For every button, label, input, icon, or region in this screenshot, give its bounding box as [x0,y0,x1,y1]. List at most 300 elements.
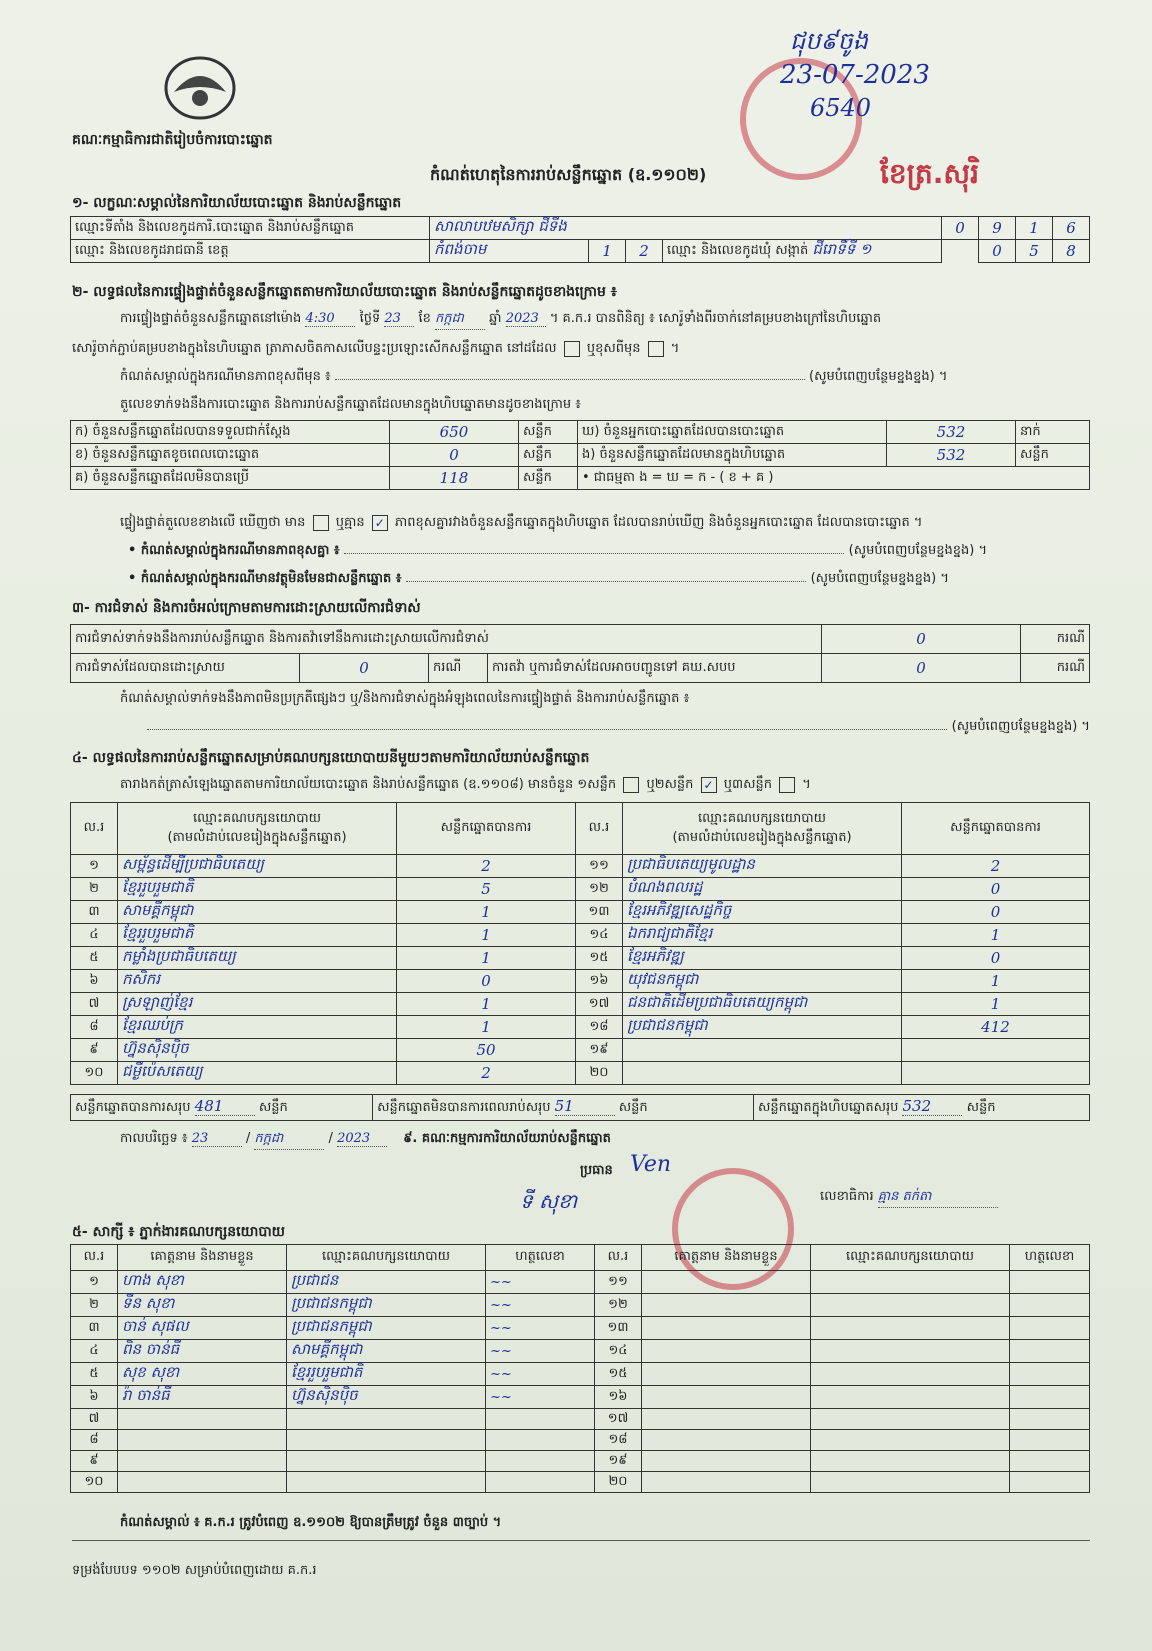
party-name: ស្រឡាញ់ខ្មែរ [118,993,397,1016]
party-votes: 1 [397,924,576,947]
witness-party [811,1430,1010,1451]
counts-left-value: 0 [390,444,519,467]
party-number: ៣ [71,901,118,924]
witness-col-party: ឈ្មោះគណបក្សនយោបាយ [811,1245,1010,1271]
witness-name: សុខ សុខា [118,1363,287,1386]
emblem-logo [160,52,240,124]
section2-para4: តួលេខទាក់ទងនឹងការបោះឆ្នោត និងការរាប់សន្លឹកឆ្នោតដែលមានក្នុងហិបឆ្នោតមានដូចខាងក្រោម ៖ [120,397,581,412]
same-checkbox[interactable] [564,341,580,357]
note1-hint: (សូមបំពេញបន្ថែមខ្នងខ្នង) ។ [848,543,988,558]
witness-number: ៣ [71,1317,118,1340]
counts-right-label: ឃ) ចំនួនអ្នកបោះឆ្នោតដែលបានបោះឆ្នោត [578,421,887,444]
counts-right-value: 532 [887,421,1016,444]
witness-signature[interactable] [1010,1317,1090,1340]
counts-right-value: 532 [887,444,1016,467]
commune-cell [663,240,942,263]
witness-signature[interactable] [1010,1386,1090,1409]
result-row [71,947,1090,970]
party-number: ១៧ [576,993,623,1016]
witness-signature[interactable] [1010,1430,1090,1451]
chair-label: ប្រធាន [580,1163,613,1178]
witness-number: ២ [71,1294,118,1317]
counts-left-unit: សន្លឹក [519,467,578,490]
witness-signature[interactable]: ~~ [486,1386,595,1409]
date-line: កាលបរិច្ឆេទ ៖ 23 / កក្កដា / 2023 ៩. គណៈកម្មការការិយាល័យរាប់សន្លឹកឆ្នោត [120,1130,611,1150]
col-party-sub: (តាមលំដាប់លេខរៀងក្នុងសន្លឹកឆ្នោត) [672,829,852,845]
commune-digit: 8 [1053,240,1090,263]
party-name: ជម្ងឺប៉េសតេយ្យ [118,1062,397,1085]
witness-number: ៦ [71,1386,118,1409]
result-row [71,878,1090,901]
witness-name [642,1472,811,1493]
handwritten-code: ជុប៩ចូង [790,27,868,55]
subtitle-text: តារាងកត់ត្រាសំឡេងឆ្នោតតាមការិយាល័យបោះឆ្នោត និងរាប់សន្លឹកឆ្នោត (ឧ.១១០៨) មានចំនួន ១សន្លឹក [120,777,617,792]
section3-note-line [72,718,1090,737]
party-votes: 0 [397,970,576,993]
appeal-value: 0 [822,654,1021,683]
witness-signature[interactable] [1010,1451,1090,1472]
witness-number: ១៤ [595,1340,642,1363]
party-name: ខ្មែររួបរួមជាតិ [118,924,397,947]
witness-party [287,1430,486,1451]
witness-signature[interactable] [1010,1340,1090,1363]
witness-party: សាមគ្គីកម្ពុជា [287,1340,486,1363]
note-difference [128,542,1088,561]
witness-party: ប្រជាជនកម្ពុជា [287,1294,486,1317]
party-name: ខ្មែររួបរួមជាតិ [118,878,397,901]
party-number: ៦ [71,970,118,993]
witness-col-party: ឈ្មោះគណបក្សនយោបាយ [287,1245,486,1271]
witness-party [811,1294,1010,1317]
witness-number: ២០ [595,1472,642,1493]
witness-number: ១១ [595,1271,642,1294]
witness-row [71,1472,1090,1493]
totals-table [70,1094,1090,1121]
para2-text: សោរ៉ូចាក់ភ្ជាប់គម្របខាងក្នុងនៃហិបឆ្នោត ត្រាភាសចិតកាសលើបន្ទះប្រឡោះសើកសន្លឹកឆ្នោត នៅដដែល [72,341,557,356]
para1-day-label: ថ្ងៃទី [359,311,381,326]
witness-col-sign: ហត្ថលេខា [486,1245,595,1271]
result-row [71,855,1090,878]
location-value: សាលាបឋមសិក្សា ជីទីង [430,217,942,240]
witness-number: ១៧ [595,1409,642,1430]
witness-row [71,1363,1090,1386]
chair-name: ទី សុខា [520,1189,578,1213]
party-number: ១ [71,855,118,878]
form-footer: ទម្រង់បែបបទ ១១០២ សម្រាប់បំពេញដោយ គ.ក.រ [72,1563,317,1578]
compare-text: ផ្ទៀងផ្ទាត់តួលេខខាងលើ ឃើញថា មាន [120,515,306,530]
section3-title: ៣- ការជំទាស់ និងការចំអល់ក្រោមតាមការដោះស្រាយលើការជំទាស់ [72,600,421,616]
witness-party [811,1409,1010,1430]
party-number: ៤ [71,924,118,947]
witness-number: ១០ [71,1472,118,1493]
witness-row [71,1386,1090,1409]
party-name: ប្រជាជនកម្ពុជា [623,1016,902,1039]
year-value: 2023 [506,311,546,327]
witness-col-name: គោត្តនាម និងនាមខ្លួន [642,1245,811,1271]
total-box-label: សន្លឹកឆ្នោតក្នុងហិបឆ្នោតសរុប [758,1100,899,1115]
party-number: ២០ [576,1062,623,1085]
secretary-name: គ្មាន តក់តា [878,1188,998,1208]
para3-text: កំណត់សម្គាល់ក្នុងករណីមានភាពខុសពីមុន ៖ [120,369,331,384]
party-name: សម្ព័ន្ធដើម្បីប្រជាធិបតេយ្យ [118,855,397,878]
total-box-cell [754,1095,1090,1121]
note1-text: • កំណត់សម្គាល់ក្នុងករណីមានភាពខុសគ្នា ៖ [128,543,340,558]
witness-number: ១៣ [595,1317,642,1340]
col-no-header: ល.រ [71,803,118,855]
witness-party: ប្រជាជន [287,1271,486,1294]
location-digit: 1 [1016,217,1053,240]
footnote: កំណត់សម្គាល់ ៖ គ.ក.រ ត្រូវបំពេញ ឧ.១១០២ ឱ្យបានត្រឹមត្រូវ ចំនួន ៣ច្បាប់ ។ [120,1515,502,1530]
counts-row [71,421,1090,444]
month-value: កក្កដា [435,310,485,330]
chair-signature: Ven [630,1152,672,1177]
section2-para2: សោរ៉ូចាក់ភ្ជាប់គម្របខាងក្នុងនៃហិបឆ្នោត ត្រាភាសចិតកាសលើបន្ទះប្រឡោះសើកសន្លឹកឆ្នោត នៅដដែល ឬខុសពីមុន ។ [72,341,680,356]
two-sheet-checkbox[interactable]: ✓ [701,777,717,793]
secretary-line [820,1188,998,1208]
witness-name [642,1386,811,1409]
witness-name: រ៉ា ចាន់ធី [118,1386,287,1409]
date-day: 23 [192,1131,242,1147]
party-votes: 1 [397,947,576,970]
col-party-header [118,803,397,855]
party-name: ខ្មែរអភិវឌ្ឍសេដ្ឋកិច្ច [623,901,902,924]
appeal-label: ការតវ៉ា ឬការជំទាស់ដែលអាចបញ្ជូនទៅ គឃ.សបប [488,654,822,683]
party-number: ១០ [71,1062,118,1085]
witness-signature[interactable]: ~~ [486,1317,595,1340]
witness-row [71,1451,1090,1472]
total-invalid-label: សន្លឹកឆ្នោតមិនបានការពេលរាប់សរុប [377,1100,551,1115]
date-label: កាលបរិច្ឆេទ ៖ [120,1131,188,1146]
counts-row [71,467,1090,490]
party-name: យុវជនកម្ពុជា [623,970,902,993]
witness-party [811,1363,1010,1386]
witness-signature[interactable] [486,1409,595,1430]
witness-name [642,1451,811,1472]
witness-party [811,1340,1010,1363]
witness-name [118,1451,287,1472]
counts-left-label: ក) ចំនួនសន្លឹកឆ្នោតដែលបានទទួលជាក់ស្តែង [71,421,390,444]
committee-name: គណៈកម្មាធិការជាតិរៀបចំការបោះឆ្នោត [72,132,273,148]
result-row [71,1062,1090,1085]
witness-party [811,1386,1010,1409]
objection-label: ការជំទាស់ទាក់ទងនឹងការរាប់សន្លឹកឆ្នោត និងការតវ៉ាទៅនឹងការដោះស្រាយលើការជំទាស់ [71,625,822,654]
result-row [71,1039,1090,1062]
witness-party: ប្រជាជនកម្ពុជា [287,1317,486,1340]
handwritten-date: 23-07-2023 [780,60,930,90]
para3-hint: (សូមបំពេញបន្ថែមខ្នងខ្នង) ។ [809,369,948,384]
location-digit: 0 [942,217,979,240]
witness-signature[interactable] [1010,1294,1090,1317]
result-row [71,970,1090,993]
party-votes [902,1039,1090,1062]
party-number: ១៩ [576,1039,623,1062]
witness-signature[interactable] [486,1451,595,1472]
witness-number: ៤ [71,1340,118,1363]
party-votes: 0 [902,947,1090,970]
party-number: ៩ [71,1039,118,1062]
location-digit: 9 [979,217,1016,240]
compare-line [120,514,1090,533]
location-digit: 6 [1053,217,1090,240]
counts-right-unit: នាក់ [1016,421,1090,444]
witness-row [71,1340,1090,1363]
party-name: ឯករាជ្យជាតិខ្មែរ [623,924,902,947]
party-votes: 1 [397,993,576,1016]
witness-signature[interactable]: ~~ [486,1271,595,1294]
witness-col-no: ល.រ [71,1245,118,1271]
total-invalid-value: 51 [555,1097,615,1116]
party-name: បំណងពលរដ្ឋ [623,878,902,901]
note-foreign-object [128,570,1088,589]
counts-table [70,420,1090,490]
party-votes: 1 [902,993,1090,1016]
resolved-value: 0 [300,654,429,683]
total-box-unit: សន្លឹក [966,1100,996,1115]
witness-row [71,1430,1090,1451]
party-votes: 2 [397,1062,576,1085]
party-name: កម្លាំងប្រជាធិបតេយ្យ [118,947,397,970]
col-party-sub: (តាមលំដាប់លេខរៀងក្នុងសន្លឹកឆ្នោត) [167,829,347,845]
witness-row [71,1317,1090,1340]
location-label: ឈ្មោះទីតាំង និងលេខកូដការិ.បោះឆ្នោត និងរាប់សន្លឹកឆ្នោត [71,217,430,240]
witness-name [642,1430,811,1451]
section2-title: ២- លទ្ធផលនៃការផ្ទៀងផ្ទាត់ចំនួនសន្លឹកឆ្នោតតាមការិយាល័យបោះឆ្នោត និងរាប់សន្លឹកឆ្នោតដូចខាងក្រោម ៖ [72,284,617,300]
witness-number: ៥ [71,1363,118,1386]
counts-left-value: 650 [390,421,519,444]
party-votes: 1 [902,970,1090,993]
no-difference-checkbox[interactable]: ✓ [372,515,388,531]
col-party-title: ឈ្មោះគណបក្សនយោបាយ [698,810,826,826]
col-party-header [623,803,902,855]
party-number: ៨ [71,1016,118,1039]
date-year: 2023 [337,1131,387,1147]
para1-year-label: ឆ្នាំ [489,311,502,326]
witness-signature[interactable] [1010,1472,1090,1493]
para2-opt-label: ឬខុសពីមុន [586,341,641,356]
section3-hint: (សូមបំពេញបន្ថែមខ្នងខ្នង) ។ [951,719,1090,734]
witness-signature[interactable]: ~~ [486,1340,595,1363]
party-name [623,1062,902,1085]
counts-left-label: គ) ចំនួនសន្លឹកឆ្នោតដែលមិនបានប្រើ [71,467,390,490]
witness-party: ខ្មែររួបរួមជាតិ [287,1363,486,1386]
opt3-label: ឬ៣សន្លឹក [723,777,772,792]
counts-right-unit: សន្លឹក [1016,444,1090,467]
party-number: ១២ [576,878,623,901]
commune-digit: 5 [1016,240,1053,263]
compare-tail: ភាពខុសគ្នារវាងចំនួនសន្លឹកឆ្នោតក្នុងហិបឆ្នោត ដែលបានរាប់ឃើញ និងចំនួនអ្នកបោះឆ្នោត ដែលបានបោះឆ្នោត ។ [394,515,923,530]
appeal-unit: ករណី [1021,654,1090,683]
witness-party: ហ្វ៊ុនស៊ិនប៉ិច [287,1386,486,1409]
committee-label: ៩. គណៈកម្មការការិយាល័យរាប់សន្លឹកឆ្នោត [403,1131,611,1146]
party-name: សាមគ្គីកម្ពុជា [118,901,397,924]
footer-divider [72,1540,1090,1541]
party-votes: 5 [397,878,576,901]
witness-number: ៨ [71,1430,118,1451]
total-valid-value: 481 [195,1097,255,1116]
witness-signature[interactable] [1010,1271,1090,1294]
party-name: ប្រជាធិបតេយ្យមូលដ្ឋាន [623,855,902,878]
opt2-label: ឬ២សន្លឹក [646,777,694,792]
witness-party [287,1451,486,1472]
day-value: 23 [384,311,414,327]
witness-signature[interactable]: ~~ [486,1294,595,1317]
party-number: ១៣ [576,901,623,924]
party-votes: 0 [902,878,1090,901]
party-name: ខ្មែរអភិវឌ្ឍ [623,947,902,970]
counts-row [71,444,1090,467]
total-valid-cell [71,1095,373,1121]
witness-table [70,1244,1090,1493]
total-box-value: 532 [902,1097,962,1116]
total-invalid-unit: សន្លឹក [618,1100,648,1115]
party-number: ១៤ [576,924,623,947]
witness-col-sign: ហត្ថលេខា [1010,1245,1090,1271]
commune-value: ជីរោទិ៍ទី ១ [812,240,872,258]
party-votes: 1 [397,1016,576,1039]
witness-party [287,1409,486,1430]
formula-note: • ជាធម្មតា ង = ឃ = ក - ( ខ + គ ) [578,467,1090,490]
witness-row [71,1271,1090,1294]
province-value: កំពង់ចាម [430,240,589,263]
resolved-label: ការជំទាស់ដែលបានដោះស្រាយ [71,654,300,683]
province-stamp: ខែត្រ.សុរិ [880,157,979,190]
party-votes [902,1062,1090,1085]
party-number: ២ [71,878,118,901]
witness-number: ១៩ [595,1451,642,1472]
witness-col-name: គោត្តនាម និងនាមខ្លួន [118,1245,287,1271]
objection-value: 0 [822,625,1021,654]
party-name [623,1039,902,1062]
witness-row [71,1294,1090,1317]
party-number: ៥ [71,947,118,970]
witness-signature[interactable] [1010,1363,1090,1386]
result-row [71,924,1090,947]
witness-signature[interactable] [486,1430,595,1451]
col-votes-header: សន្លឹកឆ្នោតបានការ [902,803,1090,855]
one-sheet-checkbox[interactable] [623,777,639,793]
counts-right-label: ង) ចំនួនសន្លឹកឆ្នោតដែលមានក្នុងហិបឆ្នោត [578,444,887,467]
witness-signature[interactable] [486,1472,595,1493]
col-votes-header: សន្លឹកឆ្នោតបានការ [397,803,576,855]
section5-title: ៥- សាក្សី ៖ ភ្នាក់ងារគណបក្សនយោបាយ [72,1224,286,1240]
party-votes: 50 [397,1039,576,1062]
counts-left-unit: សន្លឹក [519,421,578,444]
party-votes: 1 [397,901,576,924]
party-number: ១៥ [576,947,623,970]
has-difference-checkbox[interactable] [313,515,329,531]
section4-title: ៤- លទ្ធផលនៃការរាប់សន្លឹកឆ្នោតសម្រាប់គណបក្សនយោបាយនីមួយៗតាមការិយាល័យរាប់សន្លឹកឆ្នោត [72,750,590,766]
note2-text: • កំណត់សម្គាល់ក្នុងករណីមានវត្ថុមិនមែនជាសន្លឹកឆ្នោត ៖ [128,571,402,586]
province-digit: 1 [589,240,626,263]
counts-left-unit: សន្លឹក [519,444,578,467]
party-votes: 412 [902,1016,1090,1039]
total-valid-label: សន្លឹកឆ្នោតបានការសរុប [75,1100,191,1115]
witness-name [642,1271,811,1294]
witness-name: ហាង សុខា [118,1271,287,1294]
time-value: 4:30 [305,311,355,327]
result-row [71,1016,1090,1039]
total-invalid-cell [373,1095,754,1121]
witness-party [811,1271,1010,1294]
party-number: ១៦ [576,970,623,993]
witness-signature[interactable]: ~~ [486,1363,595,1386]
party-name: កសិករ [118,970,397,993]
resolved-unit: ករណី [429,654,488,683]
witness-name [118,1430,287,1451]
result-row [71,993,1090,1016]
total-valid-unit: សន្លឹក [258,1100,288,1115]
section2-para3 [120,368,1090,387]
witness-name [118,1472,287,1493]
para1-text: ការផ្ទៀងផ្ទាត់ចំនួនសន្លឹកឆ្នោតនៅម៉ោង [120,311,302,326]
witness-party [811,1472,1010,1493]
objections-table [70,624,1090,683]
party-name: ហ្វ៊ុនស៊ិនប៉ិច [118,1039,397,1062]
section3-note [120,690,1090,709]
party-votes: 2 [902,855,1090,878]
result-row [71,901,1090,924]
date-month: កក្កដា [254,1130,324,1150]
objection-unit: ករណី [1021,625,1090,654]
witness-name [118,1409,287,1430]
witness-name [642,1317,811,1340]
handwritten-number: 6540 [810,94,872,122]
witness-number: ៧ [71,1409,118,1430]
secretary-label: លេខាធិការ [820,1189,874,1204]
party-number: ១៨ [576,1016,623,1039]
witness-name [642,1294,811,1317]
witness-number: ១៦ [595,1386,642,1409]
party-number: ៧ [71,993,118,1016]
para1-tail: ។ គ.ក.រ បានពិនិត្យ ៖ សោរ៉ូទាំងពីរចាក់នៅគម្របខាងក្រៅនៃហិបឆ្នោត [549,311,882,326]
province-label: ឈ្មោះ និងលេខកូដរាជធានី ខេត្ត [71,240,430,263]
section1-table [70,216,1090,263]
witness-number: ១៨ [595,1430,642,1451]
witness-party [811,1451,1010,1472]
different-checkbox[interactable] [648,341,664,357]
section2-para1 [120,310,1090,330]
party-name: ជនជាតិដើមប្រជាធិបតេយ្យកម្ពុជា [623,993,902,1016]
form-title: កំណត់ហេតុនៃការរាប់សន្លឹកឆ្នោត (ឧ.១១០២) [430,165,707,184]
col-party-title: ឈ្មោះគណបក្សនយោបាយ [193,810,321,826]
witness-name [642,1340,811,1363]
para1-month-label: ខែ [418,311,431,326]
counts-left-label: ខ) ចំនួនសន្លឹកឆ្នោតខូចពេលបោះឆ្នោត [71,444,390,467]
section1-title: ១- លក្ខណៈសម្គាល់នៃការិយាល័យបោះឆ្នោត និងរាប់សន្លឹកឆ្នោត [72,195,402,211]
section3-note-text: កំណត់សម្គាល់ទាក់ទងនឹងភាពមិនប្រក្រតីផ្សេងៗ ឬ/និងការជំទាស់ក្នុងអំឡុងពេលនៃការផ្ទៀងផ្ទាត់ និងការរាប់សន្លឹកឆ្នោត ៖ [120,691,690,706]
witness-name: ពិន ចាន់ធី [118,1340,287,1363]
witness-number: ១ [71,1271,118,1294]
party-name: ខ្មែរឈប់ក្រ [118,1016,397,1039]
compare-none-label: ឬគ្មាន [335,515,365,530]
party-number: ១១ [576,855,623,878]
note2-hint: (សូមបំពេញបន្ថែមខ្នងខ្នង) ។ [810,571,949,586]
witness-name: ចាន់ សុផល [118,1317,287,1340]
witness-name: ទីន សុខា [118,1294,287,1317]
party-votes: 1 [902,924,1090,947]
counts-left-value: 118 [390,467,519,490]
witness-signature[interactable] [1010,1409,1090,1430]
witness-name [642,1363,811,1386]
commune-label: ឈ្មោះ និងលេខកូដឃុំ សង្កាត់ [667,243,809,258]
three-sheet-checkbox[interactable] [779,777,795,793]
witness-col-no: ល.រ [595,1245,642,1271]
results-table [70,802,1090,1085]
witness-number: ៩ [71,1451,118,1472]
commune-digit: 0 [979,240,1016,263]
witness-row [71,1409,1090,1430]
party-votes: 0 [902,901,1090,924]
